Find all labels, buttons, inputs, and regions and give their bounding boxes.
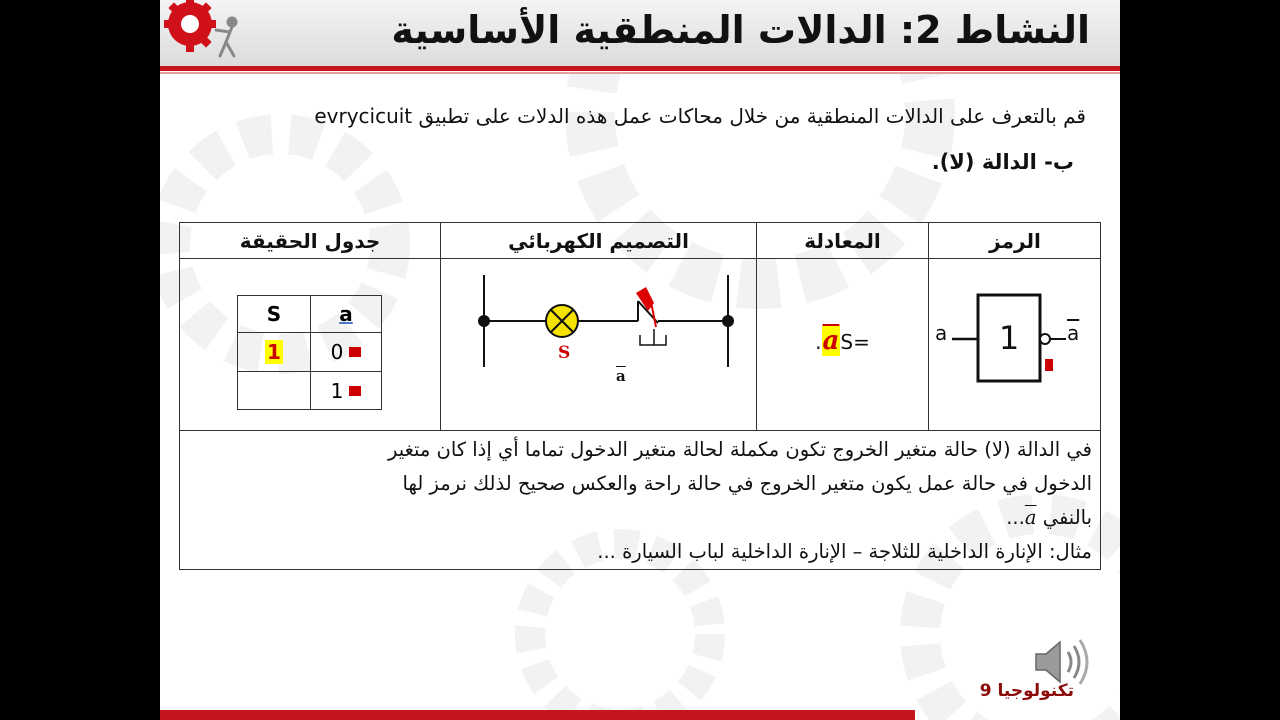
function-description <box>192 433 1092 569</box>
truth-cell-a: 0 <box>311 333 381 371</box>
slide <box>160 0 1120 720</box>
table-divider <box>180 258 1100 259</box>
equation-variable: $\overline{a}$ <box>822 326 840 356</box>
truth-header-a: a <box>339 302 353 326</box>
footer-label: تكنولوجيا 9 <box>979 681 1074 701</box>
truth-cell-s: 1 <box>267 340 281 364</box>
equation-prefix: S= <box>840 330 870 354</box>
description-line: في الدالة (لا) حالة متغير الخروج تكون مكملة لحالة متغير الدخول تماما أي إذا كان متغير <box>387 438 1092 461</box>
equation <box>757 326 928 356</box>
header-symbol: الرمز <box>989 229 1041 253</box>
header-equation: المعادلة <box>804 229 881 253</box>
gate-label: 1 <box>998 319 1020 357</box>
table-divider <box>180 430 1100 431</box>
gear-person-logo-icon <box>160 0 260 66</box>
electric-circuit-diagram <box>470 267 740 387</box>
header-circuit: التصميم الكهربائي <box>508 229 689 253</box>
header-truth-table: جدول الحقيقة <box>239 229 381 253</box>
gate-output-label: $\overline{a}$ <box>1067 321 1080 345</box>
truth-cell-a: 1 <box>311 372 381 409</box>
header-divider <box>160 66 1120 71</box>
lamp-label: S <box>558 343 571 363</box>
header-divider-thin <box>160 72 1120 74</box>
gate-input-label: a <box>935 321 948 345</box>
page-title: النشاط 2: الدالات المنطقية الأساسية <box>391 8 1090 52</box>
intro-text: قم بالتعرف على الدالات المنطقية من خلال محاكات عمل هذه الدلات على تطبيق evrycicuit <box>314 104 1086 128</box>
switch-label: $\overline{a}$ <box>616 367 626 385</box>
equation-suffix: . <box>815 330 822 354</box>
footer-bar <box>160 710 915 720</box>
logic-function-table <box>179 222 1101 570</box>
description-line: بالنفي a... <box>1006 506 1092 529</box>
truth-table <box>237 295 382 410</box>
truth-cell-s <box>238 372 310 409</box>
truth-header-s: S <box>266 302 282 326</box>
section-heading: ب- الدالة (لا). <box>931 150 1074 174</box>
description-example: مثال: الإنارة الداخلية للثلاجة – الإنارة الداخلية لباب السيارة ... <box>597 540 1092 563</box>
description-line: الدخول في حالة عمل يكون متغير الخروج في حالة راحة والعكس صحيح لذلك نرمز لها <box>402 472 1092 495</box>
